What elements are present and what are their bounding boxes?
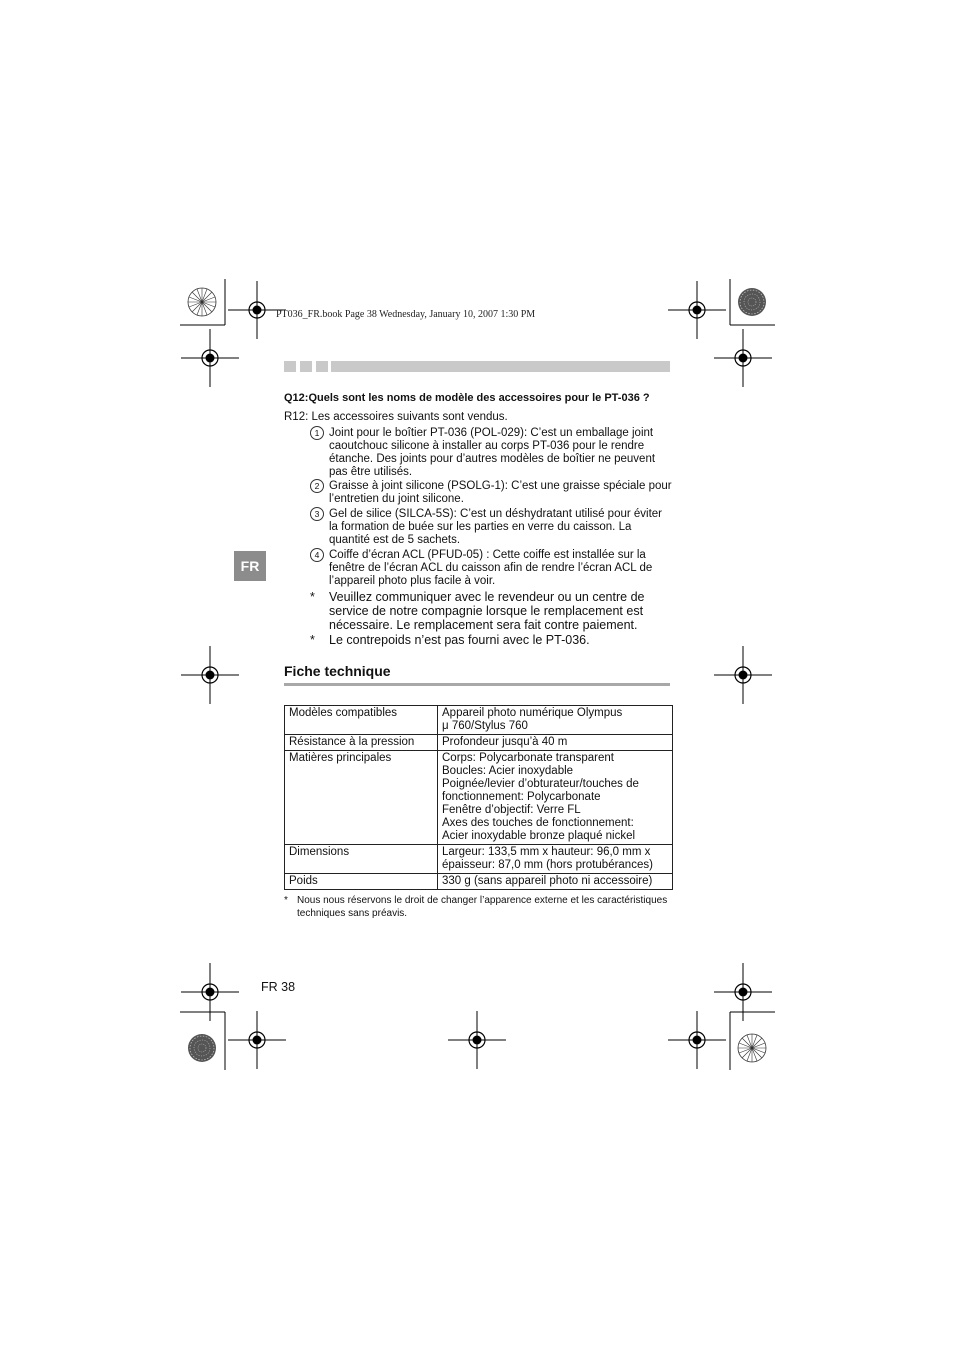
spec-value: [438, 735, 673, 751]
header-square-2: [300, 361, 312, 372]
footnote-text: Nous nous réservons le droit de changer l’apparence externe et les caractéristiques techniques sans préavis.: [297, 895, 668, 919]
circled-number: 1: [310, 426, 324, 440]
list-item-text: Coiffe d’écran ACL (PFUD-05) : Cette coiffe est installée sur la fenêtre de l’écran ACL du caisson afin de rendre l’écran ACL de l’appareil photo plus facile à voir.: [329, 549, 653, 587]
asterisk: *: [310, 633, 315, 647]
spec-value: [438, 706, 673, 735]
spec-label: Dimensions: [285, 845, 438, 874]
spec-value-line: Acier inoxydable bronze plaqué nickel: [442, 830, 636, 842]
section-rule: [284, 683, 670, 686]
spec-label: Modèles compatibles: [285, 706, 438, 735]
spec-value: [438, 874, 673, 890]
note-item: [310, 590, 672, 632]
spec-label: Résistance à la pression: [285, 735, 438, 751]
header-square-3: [316, 361, 328, 372]
spec-value-line: épaisseur: 87,0 mm (hors protubérances): [442, 859, 653, 871]
list-item: [310, 508, 672, 547]
note-text: Le contrepoids n’est pas fourni avec le PT-036.: [329, 633, 590, 647]
spec-value-line: Poignée/levier d’obturateur/touches de: [442, 778, 639, 790]
spec-value-line: Largeur: 133,5 mm x hauteur: 96,0 mm x: [442, 846, 651, 858]
spec-table: [284, 705, 673, 890]
page-number: FR 38: [261, 980, 296, 994]
list-item-text: Gel de silice (SILCA-5S): C’est un déshydratant utilisé pour éviter la formation de buée sur les parties en verre du caisson. La quantité est de 5 sachets.: [329, 508, 663, 546]
table-row: [285, 751, 673, 845]
section-title: Fiche technique: [284, 663, 391, 679]
list-item: [310, 480, 672, 506]
spec-value-line: Fenêtre d’objectif: Verre FL: [442, 804, 581, 816]
circled-number: 4: [310, 548, 324, 562]
spec-label: Poids: [285, 874, 438, 890]
header-square-1: [284, 361, 296, 372]
language-tab: FR: [234, 551, 266, 581]
note-item: [310, 633, 672, 647]
spec-value: [438, 751, 673, 845]
spec-value-line: Profondeur jusqu’à 40 m: [442, 736, 568, 748]
note-text: Veuillez communiquer avec le revendeur ou un centre de service de notre compagnie lorsque le remplacement est nécessaire. Le remplacement sera fait contre paiement.: [329, 590, 645, 632]
spec-value-line: 330 g (sans appareil photo ni accessoire): [442, 875, 653, 887]
answer-intro: R12: Les accessoires suivants sont vendus.: [284, 411, 508, 423]
table-row: [285, 706, 673, 735]
spec-footnote: [284, 894, 674, 920]
spec-value: [438, 845, 673, 874]
table-row: [285, 735, 673, 751]
spec-value-line: Corps: Polycarbonate transparent: [442, 752, 614, 764]
spec-value-line: Boucles: Acier inoxydable: [442, 765, 574, 777]
list-item: [310, 427, 672, 479]
header-bar: [331, 361, 670, 372]
file-info-header: PT036_FR.book Page 38 Wednesday, January 10, 2007 1:30 PM: [276, 309, 536, 320]
table-row: [285, 845, 673, 874]
spec-value-line: μ 760/Stylus 760: [442, 720, 528, 732]
list-item: [310, 549, 672, 588]
asterisk: *: [310, 590, 315, 604]
question-heading: Q12:Quels sont les noms de modèle des accessoires pour le PT-036 ?: [284, 392, 650, 404]
circled-number: 2: [310, 479, 324, 493]
spec-value-line: Appareil photo numérique Olympus: [442, 707, 623, 719]
asterisk: *: [284, 895, 288, 906]
list-item-text: Graisse à joint silicone (PSOLG-1): C’est une graisse spéciale pour l’entretien du joint silicone.: [329, 480, 672, 505]
spec-value-line: fonctionnement: Polycarbonate: [442, 791, 601, 803]
spec-label: Matières principales: [285, 751, 438, 845]
circled-number: 3: [310, 507, 324, 521]
list-item-text: Joint pour le boîtier PT-036 (POL-029): C’est un emballage joint caoutchouc silicone à installer au corps PT-036 pour le rendre étanche. Des joints pour d’autres modèles de boîtier ne peuvent pas être utilisés.: [329, 427, 656, 478]
table-row: [285, 874, 673, 890]
spec-value-line: Axes des touches de fonctionnement:: [442, 817, 634, 829]
